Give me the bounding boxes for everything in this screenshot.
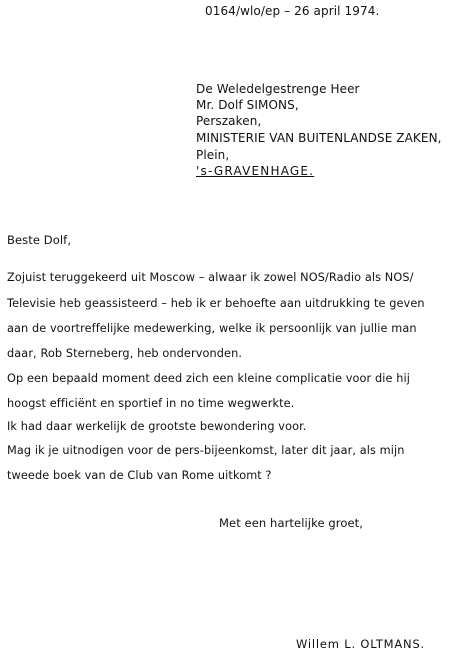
- body-line: Op een bepaald moment deed zich een kleine complicatie voor die hij: [7, 372, 410, 385]
- recipient-city: 's-GRAVENHAGE.: [196, 164, 315, 178]
- letter-reference-date: 0164/wlo/ep – 26 april 1974.: [205, 4, 380, 18]
- body-line: Ik had daar werkelijk de grootste bewondering voor.: [7, 420, 307, 433]
- body-line: aan de voortreffelijke medewerking, welke ik persoonlijk van jullie man: [7, 322, 417, 335]
- body-line: Televisie heb geassisteerd – heb ik er behoefte aan uitdrukking te geven: [7, 297, 425, 310]
- recipient-department: Perszaken,: [196, 114, 262, 128]
- body-line: hoogst efficiënt en sportief in no time wegwerkte.: [7, 397, 295, 410]
- letter-closing: Met een hartelijke groet,: [219, 516, 364, 530]
- body-line: Mag ik je uitnodigen voor de pers-bijeenkomst, later dit jaar, als mijn: [7, 444, 405, 457]
- letter-signature-name: Willem L. OLTMANS.: [296, 637, 426, 651]
- recipient-title: De Weledelgestrenge Heer: [196, 82, 360, 96]
- body-line: daar, Rob Sterneberg, heb ondervonden.: [7, 347, 243, 360]
- body-line: Zojuist teruggekeerd uit Moscow – alwaar ik zowel NOS/Radio als NOS/: [7, 271, 414, 284]
- recipient-ministry: MINISTERIE VAN BUITENLANDSE ZAKEN,: [196, 131, 442, 145]
- recipient-name: Mr. Dolf SIMONS,: [196, 98, 299, 112]
- body-line: tweede boek van de Club van Rome uitkomt ?: [7, 469, 272, 482]
- letter-greeting: Beste Dolf,: [7, 233, 72, 247]
- recipient-street: Plein,: [196, 148, 230, 162]
